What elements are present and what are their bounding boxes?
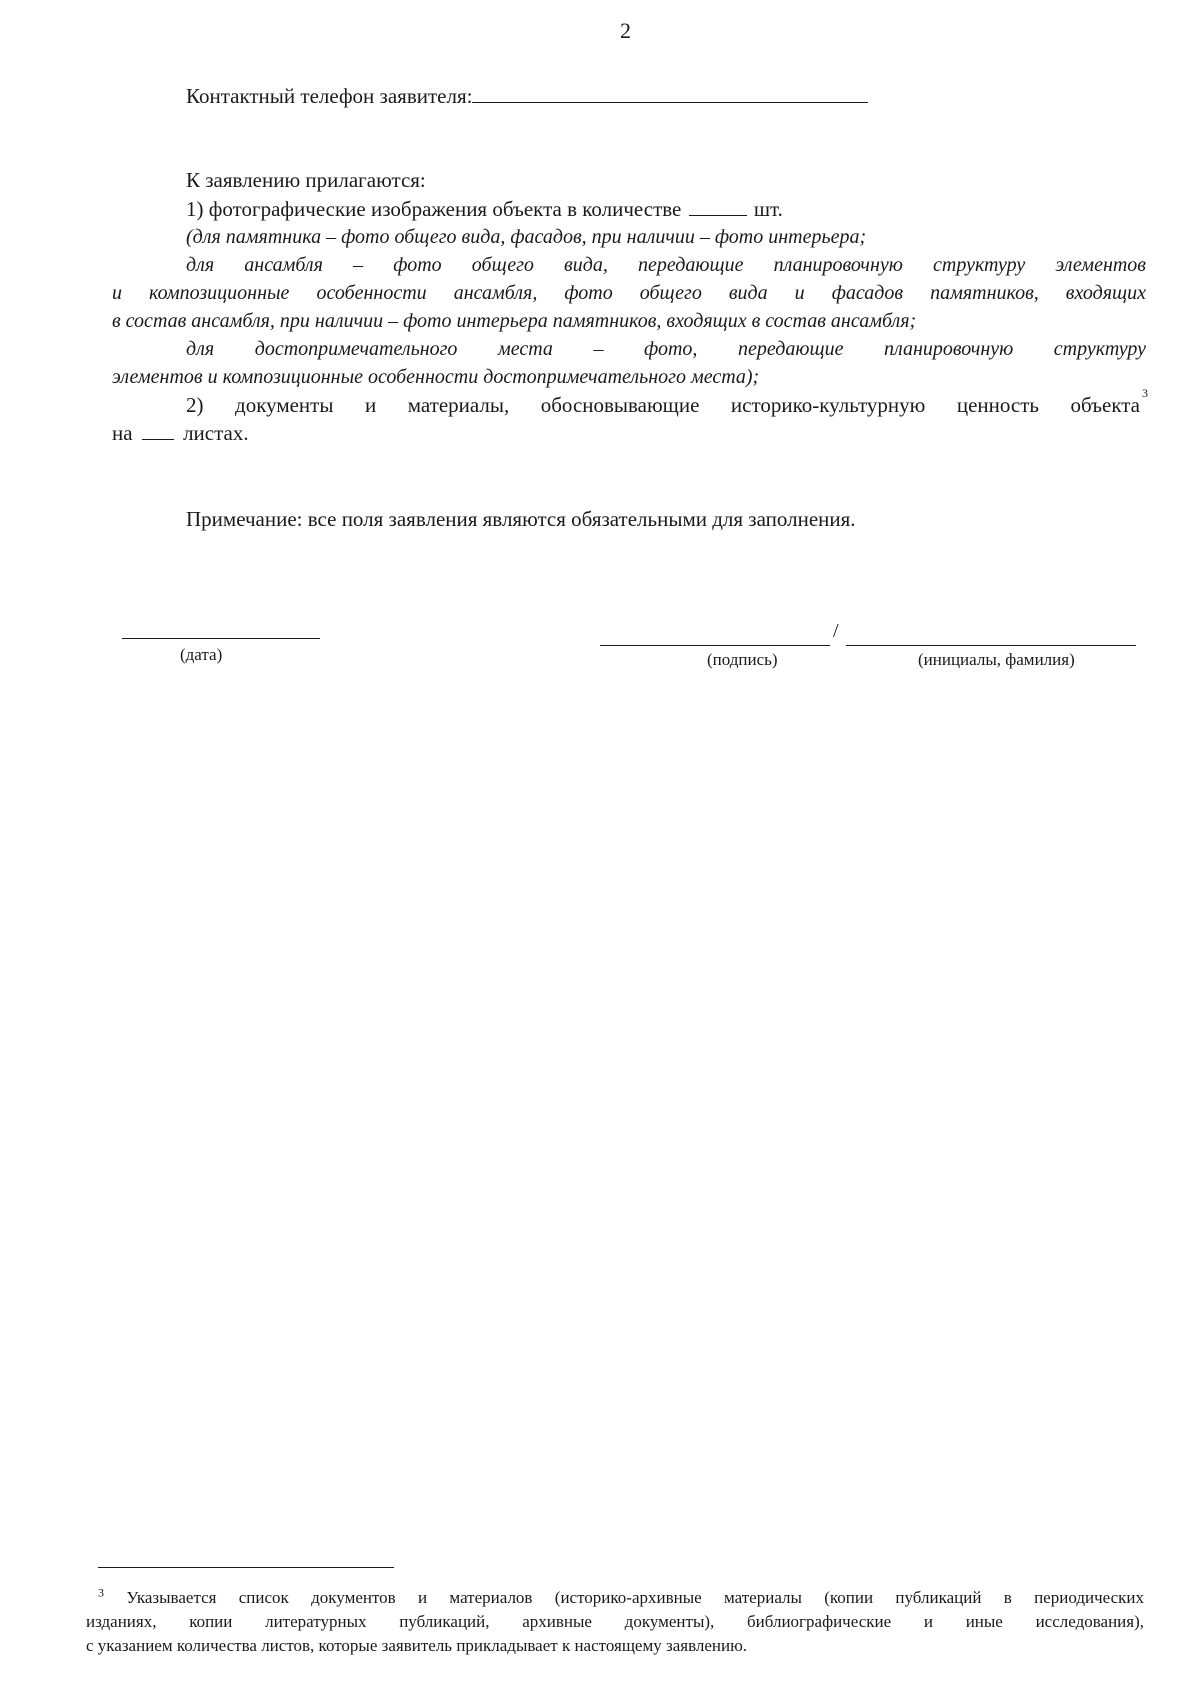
footnote-reference: 3 [1142,386,1148,400]
sheet-count-field[interactable] [142,421,174,440]
photo-note-ensemble-line-3: в состав ансамбля, при наличии – фото интерьера памятников, входящих в состав ансамбля; [112,310,917,332]
date-caption: (дата) [180,645,223,664]
attachment-item-1-text: 1) фотографические изображения объекта в количестве [186,197,682,221]
footnote-line-2: изданиях, копии литературных публикаций, архивные документы), библиографические и иные исследования), [86,1612,1144,1631]
contact-phone-label: Контактный телефон заявителя: [186,84,473,108]
attachment-item-1 [186,197,783,222]
note-text: Примечание: все поля заявления являются обязательными для заполнения. [186,507,856,531]
attachment-item-1-unit: шт. [753,197,783,221]
contact-phone-row [186,84,868,109]
photo-note-monument: (для памятника – фото общего вида, фасадов, при наличии – фото интерьера; [186,226,867,248]
attachment-item-2-line-2 [112,421,249,446]
signature-caption: (подпись) [707,650,778,669]
date-line[interactable] [122,638,320,639]
page-number: 2 [620,18,631,43]
photo-note-place-line-1: для достопримечательного места – фото, передающие планировочную структуру [186,338,1146,360]
footnote-mark: 3 [98,1585,104,1600]
signature-slash: / [833,620,839,642]
footnote-separator [98,1567,394,1568]
photo-note-place-line-2: элементов и композиционные особенности достопримечательного места); [112,366,760,388]
photo-count-field[interactable] [689,197,747,216]
footnote-line-1 [98,1585,1144,1608]
attachment-item-2-prefix: на [112,421,133,445]
name-caption: (инициалы, фамилия) [918,650,1075,669]
footnote-line-3: с указанием количества листов, которые заявитель прикладывает к настоящему заявлению. [86,1636,748,1655]
signature-line[interactable] [600,645,830,646]
contact-phone-field[interactable] [472,84,868,103]
attachment-item-2-suffix: листах. [183,421,249,445]
attachment-item-2-text: 2) документы и материалы, обосновывающие историко-культурную ценность объекта [186,393,1140,417]
attachment-item-2-line-1 [186,386,1148,418]
photo-note-ensemble-line-2: и композиционные особенности ансамбля, фото общего вида и фасадов памятников, входящих [112,282,1146,304]
photo-note-ensemble-line-1: для ансамбля – фото общего вида, передающие планировочную структуру элементов [186,254,1146,276]
footnote-line-1-text: Указывается список документов и материалов (историко-архивные материалы (копии публикаций в периодических [126,1588,1144,1607]
name-line[interactable] [846,645,1136,646]
attachments-title: К заявлению прилагаются: [186,168,426,192]
